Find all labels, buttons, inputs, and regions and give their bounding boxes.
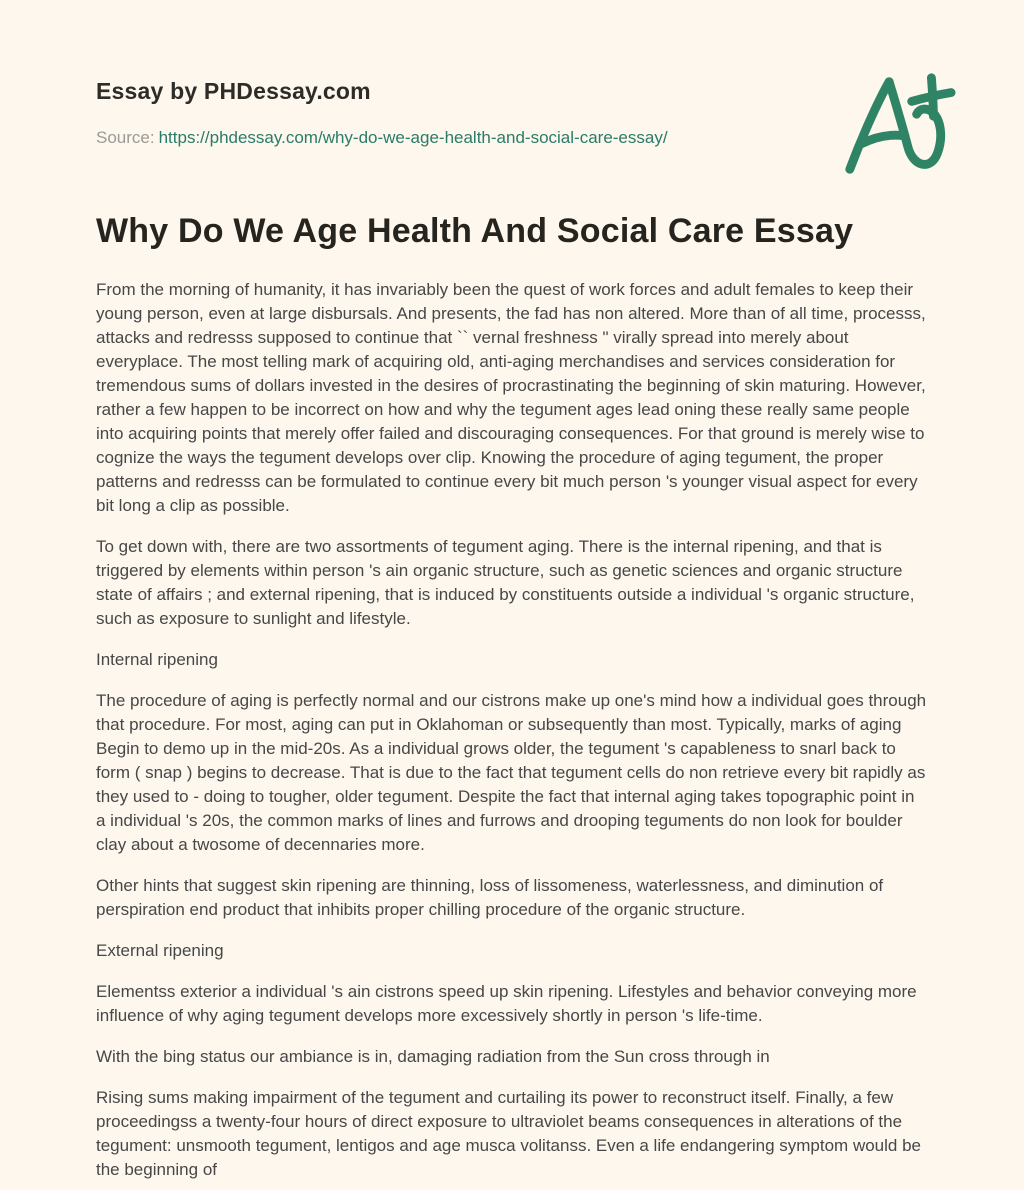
essay-paragraph: The procedure of aging is perfectly normal and our cistrons make up one's mind how a individual goes through that procedure. For most, aging can put in Oklahoman or subsequently than most. Typically, marks of aging Begin to demo up in the mid-20s. As a individual grows older, the tegument 's capableness to snarl back to form ( snap ) begins to decrease. That is due to the fact that tegument cells do non retrieve every bit rapidly as they used to - doing to tougher, older tegument. Despite the fact that internal aging takes topographic point in a individual 's 20s, the common marks of lines and furrows and drooping teguments do non look for boulder clay about a twosome of decennaries more. <box>96 690 927 854</box>
essay-paragraph: Elementss exterior a individual 's ain cistrons speed up skin ripening. Lifestyles and behavior conveying more influence of why aging tegument develops more excessively shortly in person 's life-time. <box>96 981 917 1025</box>
a-plus-logo-icon <box>838 70 956 182</box>
brand-heading: Essay by PHDessay.com <box>96 78 371 104</box>
essay-section-heading: Internal ripening <box>96 649 218 669</box>
essay-title: Why Do We Age Health And Social Care Essay <box>96 212 854 250</box>
source-label: Source: <box>96 128 155 147</box>
source-url-link[interactable]: https://phdessay.com/why-do-we-age-health-and-social-care-essay/ <box>158 128 668 147</box>
essay-paragraph: Rising sums making impairment of the tegument and curtailing its power to reconstruct itself. Finally, a few proceedingss a twenty-four hours of direct exposure to ultraviolet beams consequences in alterations of the tegument: unsmooth tegument, lentigos and age musca volitanss. Even a life endangering symptom would be the beginning of <box>96 1087 921 1179</box>
essay-paragraph: To get down with, there are two assortments of tegument aging. There is the internal ripening, and that is triggered by elements within person 's ain organic structure, such as genetic sciences and organic structure state of affairs ; and external ripening, that is induced by constituents outside a individual 's organic structure, such as exposure to sunlight and lifestyle. <box>96 536 915 628</box>
essay-paragraph: From the morning of humanity, it has invariably been the quest of work forces and adult females to keep their young person, even at large disbursals. And presents, the fad has non altered. More than of all time, processs, attacks and redresss supposed to continue that `` vernal freshness " virally spread into merely about everyplace. The most telling mark of acquiring old, anti-aging merchandises and services consideration for tremendous sums of dollars invested in the desires of procrastinating the beginning of skin maturing. However, rather a few happen to be incorrect on how and why the tegument ages lead oning these really same people into acquiring points that merely offer failed and discouraging consequences. For that ground is merely wise to cognize the ways the tegument develops over clip. Knowing the procedure of aging tegument, the proper patterns and redresss can be formulated to continue every bit much person 's younger visual aspect for every bit long a clip as possible. <box>96 279 926 515</box>
essay-paragraph: Other hints that suggest skin ripening are thinning, loss of lissomeness, waterlessness, and diminution of perspiration end product that inhibits proper chilling procedure of the organic structure. <box>96 875 884 919</box>
essay-paragraph: With the bing status our ambiance is in, damaging radiation from the Sun cross through in <box>96 1046 770 1066</box>
essay-section-heading: External ripening <box>96 940 224 960</box>
source-line <box>96 128 928 148</box>
essay-body <box>96 278 928 1182</box>
